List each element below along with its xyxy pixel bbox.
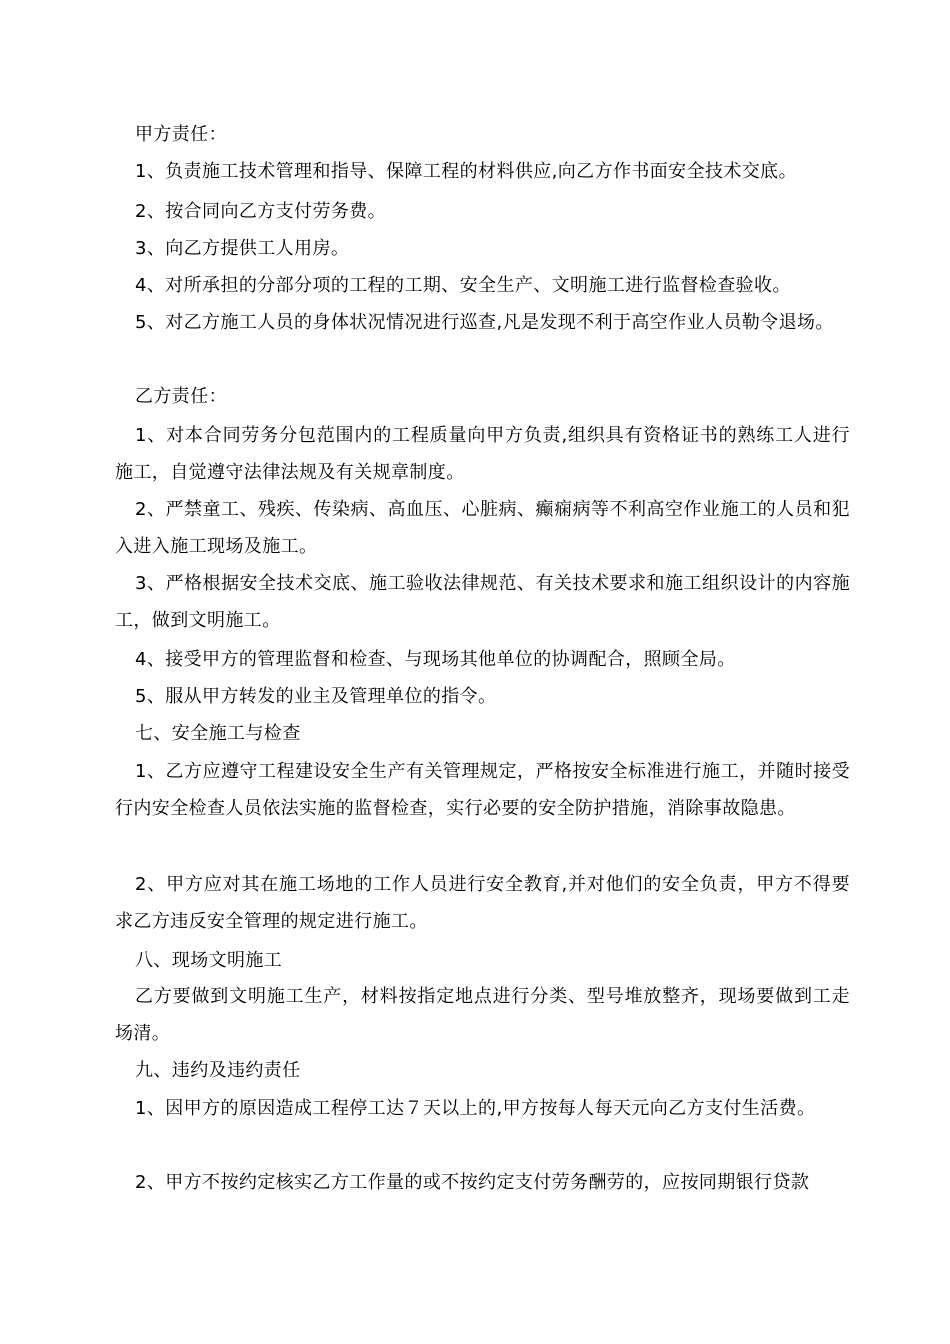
section-heading-9: 九、违约及违约责任 — [135, 1060, 301, 1081]
section-9-item-2: 2、甲方不按约定核实乙方工作量的或不按约定支付劳务酬劳的，应按同期银行贷款 — [135, 1172, 810, 1193]
party-a-item-2: 2、按合同向乙方支付劳务费。 — [135, 201, 387, 222]
party-a-item-5: 5、对乙方施工人员的身体状况情况进行巡查,凡是发现不利于高空作业人员勒令退场。 — [135, 312, 834, 333]
section-7-item-2: 2、甲方应对其在施工场地的工作人员进行安全教育,并对他们的安全负责，甲方不得要求乙方违反安全管理的规定进行施工。 — [115, 874, 850, 932]
party-b-item-4: 4、接受甲方的管理监督和检查、与现场其他单位的协调配合，照顾全局。 — [135, 649, 736, 670]
section-9-item-1: 1、因甲方的原因造成工程停工达７天以上的,甲方按每人每天元向乙方支付生活费。 — [135, 1098, 816, 1119]
party-b-item-5: 5、服从甲方转发的业主及管理单位的指令。 — [135, 686, 497, 707]
section-7-item-1: 1、乙方应遵守工程建设安全生产有关管理规定，严格按安全标准进行施工，并随时接受行内安全检查人员依法实施的监督检查，实行必要的安全防护措施，消除事故隐患。 — [115, 761, 850, 819]
party-a-item-1: 1、负责施工技术管理和指导、保障工程的材料供应,向乙方作书面安全技术交底。 — [135, 161, 797, 182]
party-b-item-1: 1、对本合同劳务分包范围内的工程质量向甲方负责,组织具有资格证书的熟练工人进行施工，自觉遵守法律法规及有关规章制度。 — [115, 425, 850, 483]
party-b-item-2: 2、严禁童工、残疾、传染病、高血压、心脏病、癫痫病等不利高空作业施工的人员和犯入进入施工现场及施工。 — [115, 499, 850, 557]
party-a-item-4: 4、对所承担的分部分项的工程的工期、安全生产、文明施工进行监督检查验收。 — [135, 275, 791, 296]
section-8-text: 乙方要做到文明施工生产，材料按指定地点进行分类、型号堆放整齐，现场要做到工走场清。 — [115, 986, 850, 1044]
section-heading-party-a: 甲方责任： — [135, 124, 227, 145]
party-a-item-3: 3、向乙方提供工人用房。 — [135, 238, 350, 259]
party-b-item-3: 3、严格根据安全技术交底、施工验收法律规范、有关技术要求和施工组织设计的内容施工，做到文明施工。 — [115, 573, 850, 631]
section-heading-party-b: 乙方责任： — [135, 386, 227, 407]
section-heading-8: 八、现场文明施工 — [135, 950, 283, 971]
section-heading-7: 七、安全施工与检查 — [135, 723, 301, 744]
